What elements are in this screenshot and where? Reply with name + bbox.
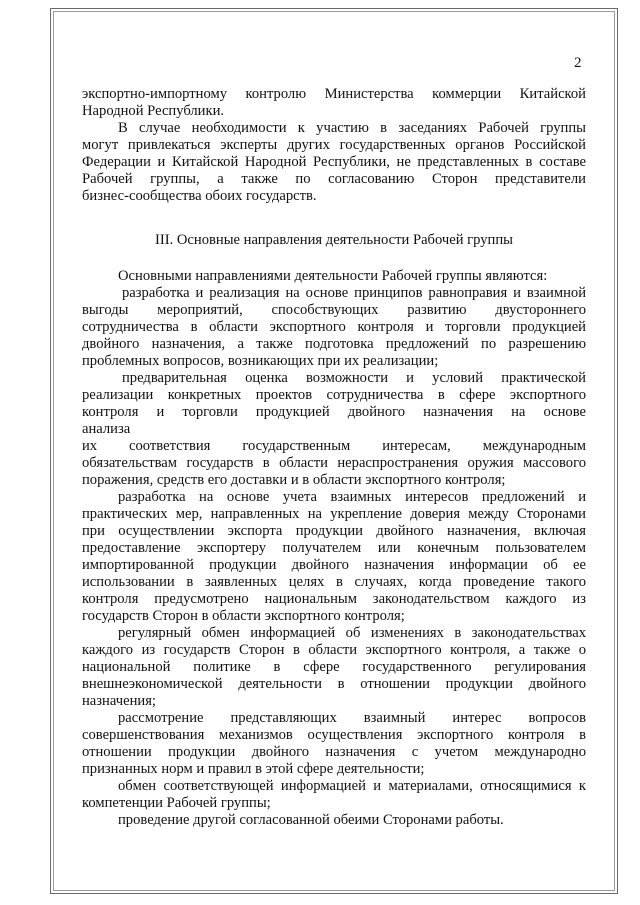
- text-line: при осуществлении экспорта продукции двойного назначения, включая: [82, 523, 586, 539]
- text-line: В случае необходимости к участию в заседаниях Рабочей группы: [118, 120, 586, 136]
- text-line: рассмотрение представляющих взаимный интерес вопросов: [118, 710, 586, 726]
- text-line: Народной Республики.: [82, 103, 225, 119]
- text-line: государств Сторон в области экспортного контроля;: [82, 608, 405, 624]
- text-line: отношении продукции двойного назначения с учетом международно: [82, 744, 586, 760]
- text-line: экспортно-импортному контролю Министерства коммерции Китайской: [82, 86, 586, 102]
- text-line: могут привлекаться эксперты других государственных органов Российской: [82, 137, 586, 153]
- text-line: реализации конкретных проектов сотрудничества в сфере экспортного: [82, 387, 586, 403]
- text-line: предварительная оценка возможности и условий практической: [122, 370, 586, 386]
- text-line: Федерации и Китайской Народной Республики, не представленных в составе: [82, 154, 586, 170]
- paragraph-review: [82, 710, 586, 778]
- text-line: сотрудничества в области экспортного контроля и торговли продукцией: [82, 319, 586, 335]
- text-line: каждого из государств Сторон в области экспортного контроля, а также о: [82, 642, 586, 658]
- paragraph-continuation: [82, 86, 586, 120]
- text-line: проведение другой согласованной обеими Сторонами работы.: [118, 812, 504, 828]
- text-line: анализа: [82, 421, 131, 437]
- text-line: проблемных вопросов, возникающих при их реализации;: [82, 353, 439, 369]
- text-line: их соответствия государственным интересам, международным: [82, 438, 586, 454]
- text-line: двойного назначения, а также подготовка предложений по разрешению: [82, 336, 586, 352]
- paragraph-experts: [82, 120, 586, 205]
- text-line: назначения;: [82, 693, 156, 709]
- page-number: 2: [574, 55, 582, 71]
- text-line: национальной политике в сфере государственного регулирования: [82, 659, 586, 675]
- section-heading: III. Основные направления деятельности Рабочей группы: [155, 232, 513, 248]
- text-line: совершенствования механизмов осуществления экспортного контроля в: [82, 727, 586, 743]
- paragraph-development: [82, 285, 586, 370]
- paragraph-trust-measures: [82, 489, 586, 625]
- text-line: Основными направлениями деятельности Рабочей группы являются:: [118, 268, 548, 284]
- paragraph-info-exchange: [82, 625, 586, 710]
- text-line: бизнес-сообщества обоих государств.: [82, 188, 317, 204]
- text-line: предоставление экспортеру получателем или конечным пользователем: [82, 540, 586, 556]
- paragraph-intro: [82, 268, 586, 285]
- paragraph-other-work: [82, 812, 586, 829]
- text-line: практических мер, направленных на укрепление доверия между Сторонами: [82, 506, 586, 522]
- text-line: выгоды мероприятий, способствующих развитию двустороннего: [82, 302, 586, 318]
- document-body: [82, 86, 586, 829]
- text-line: внешнеэкономической деятельности в отношении продукции двойного: [82, 676, 586, 692]
- text-line: признанных норм и правил в этой сфере деятельности;: [82, 761, 425, 777]
- text-line: контроля предусмотрено национальным законодательством каждого из: [82, 591, 586, 607]
- text-line: обмен соответствующей информацией и материалами, относящимися к: [118, 778, 586, 794]
- text-line: обязательствам государств в области нераспространения оружия массового: [82, 455, 586, 471]
- text-line: разработка и реализация на основе принципов равноправия и взаимной: [122, 285, 586, 301]
- text-line: компетенции Рабочей группы;: [82, 795, 271, 811]
- text-line: импортированной продукции двойного назначения информации об ее: [82, 557, 586, 573]
- text-line: контроля и торговли продукцией двойного назначения на основе: [82, 404, 586, 420]
- text-line: разработка на основе учета взаимных интересов предложений и: [118, 489, 586, 505]
- paragraph-assessment: [82, 370, 586, 489]
- text-line: регулярный обмен информацией об изменениях в законодательствах: [118, 625, 586, 641]
- text-line: использовании в заявленных целях в случаях, когда проведение такого: [82, 574, 586, 590]
- text-line: Рабочей группы, а также по согласованию Сторон представители: [82, 171, 586, 187]
- text-line: поражения, средств его доставки и в области экспортного контроля;: [82, 472, 506, 488]
- paragraph-materials: [82, 778, 586, 812]
